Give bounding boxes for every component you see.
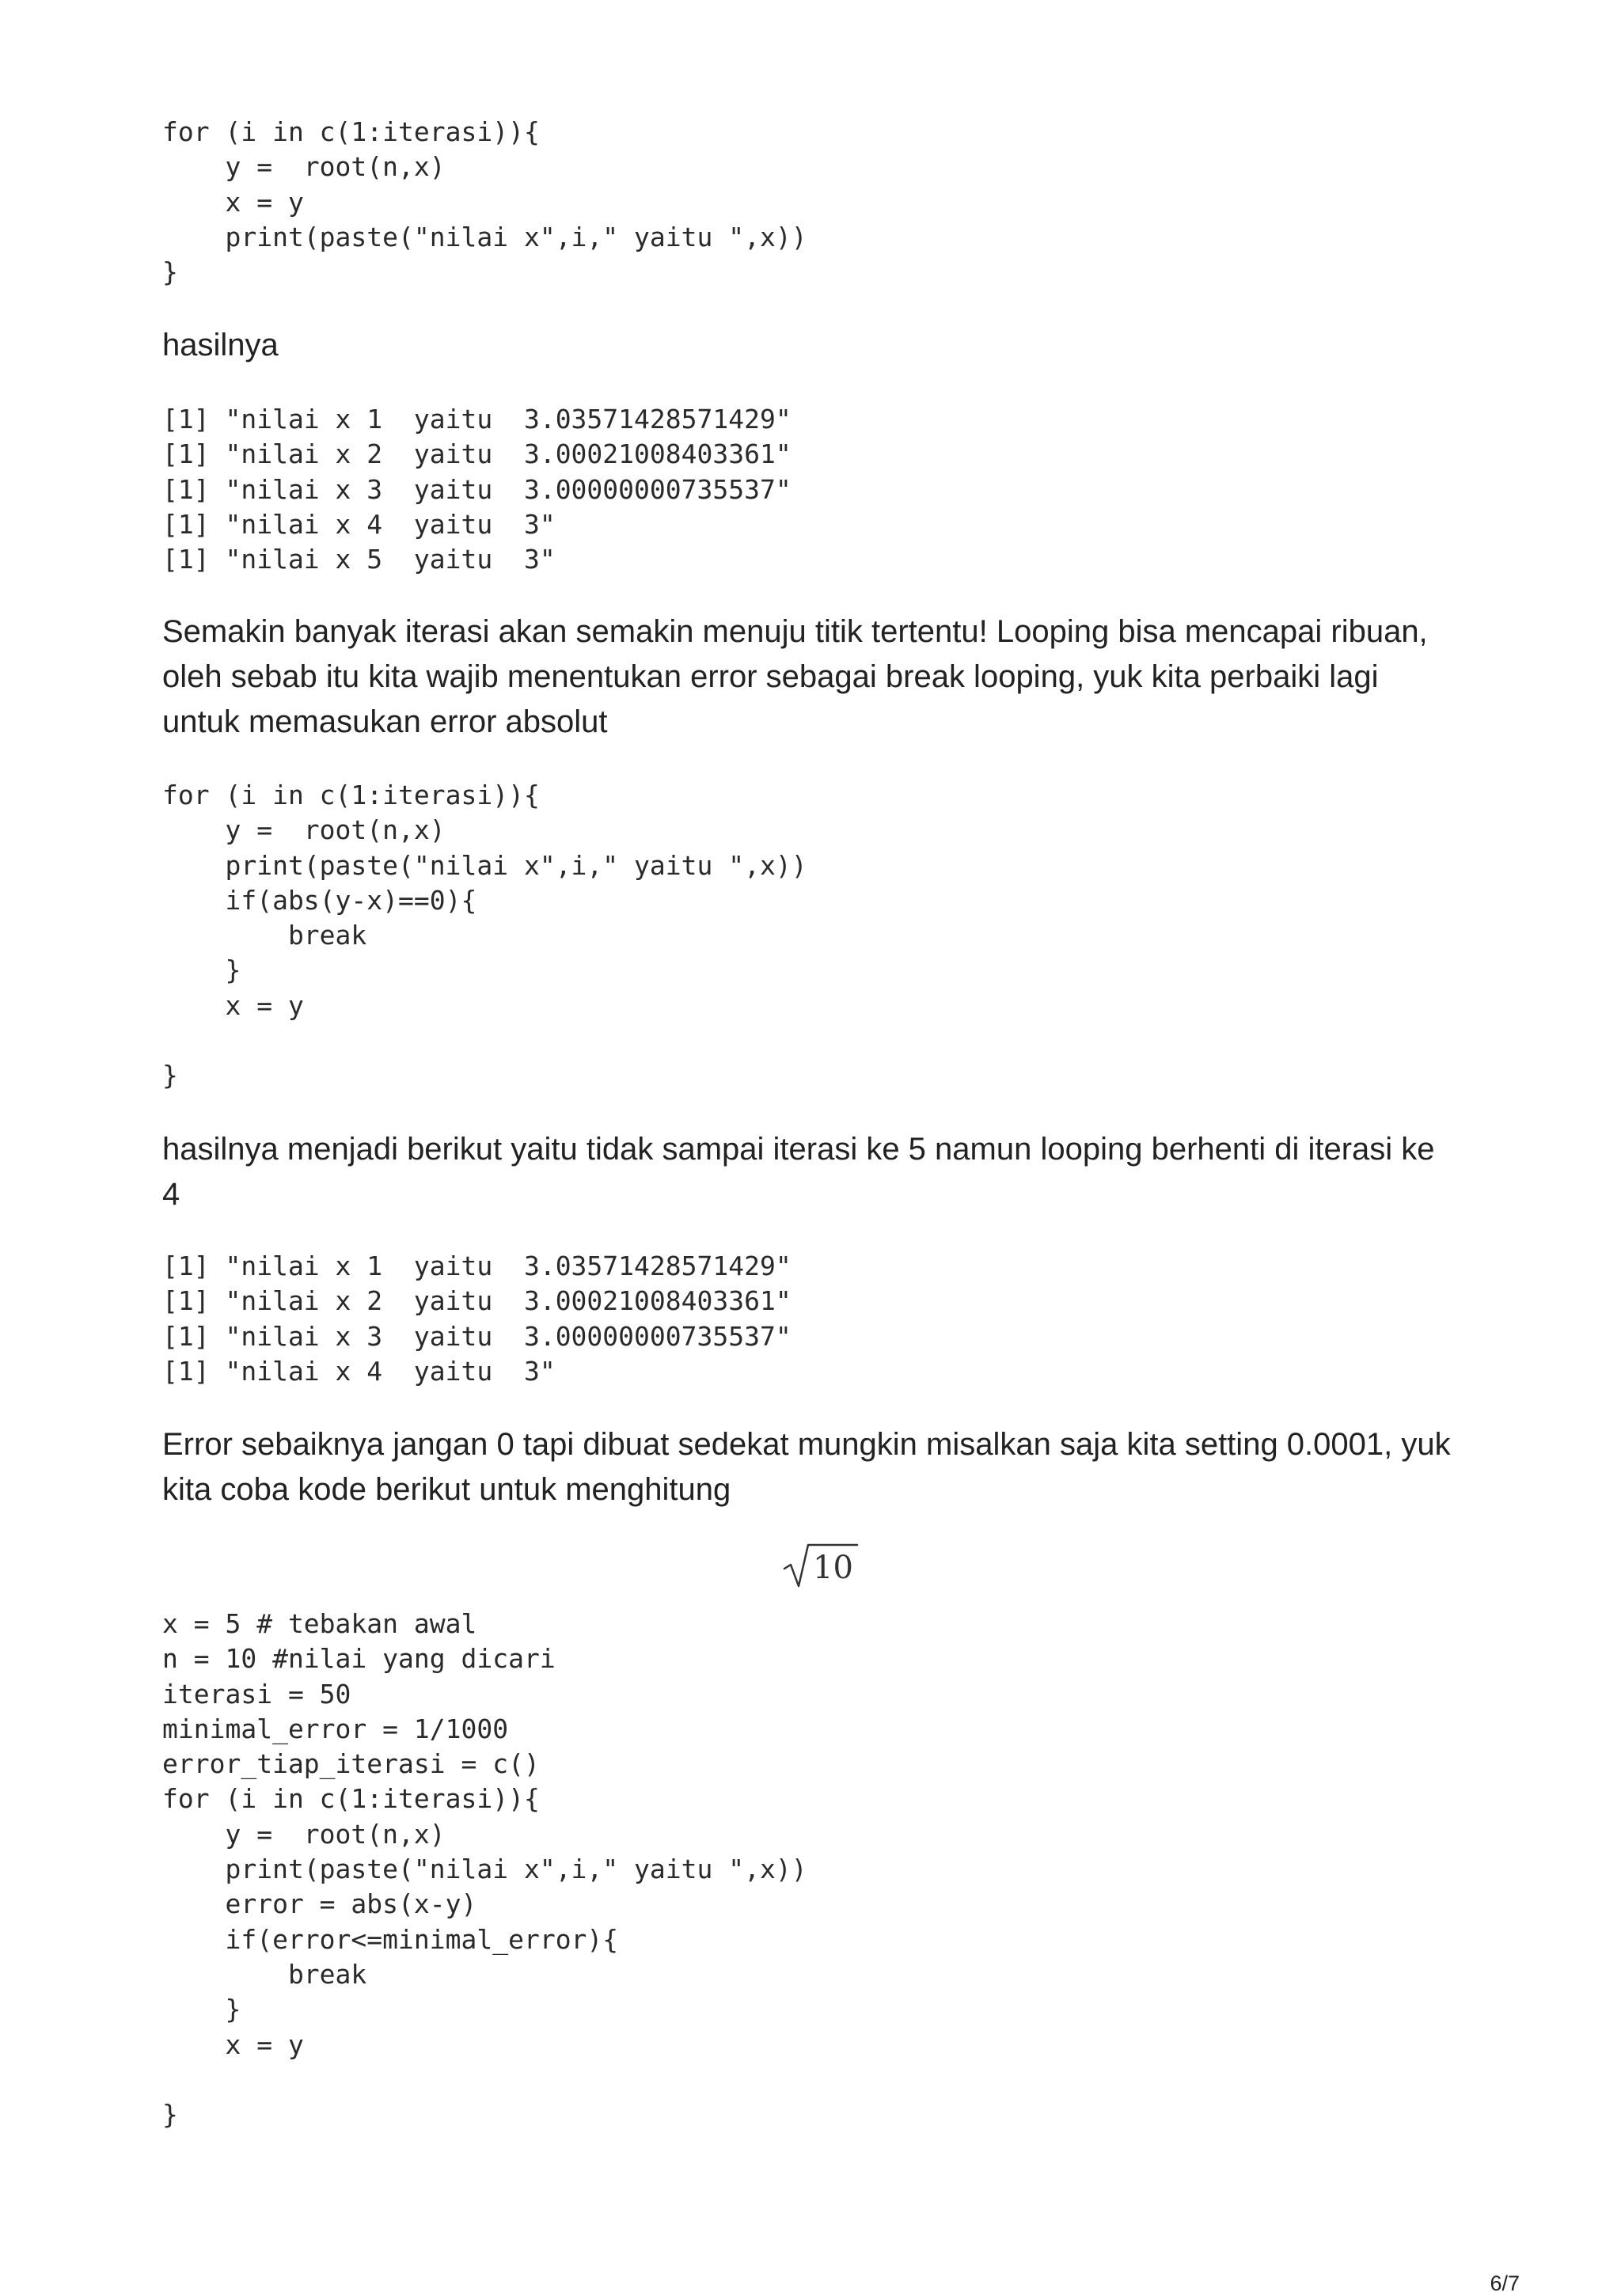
sqrt-formula (781, 1539, 860, 1591)
sqrt-radicand: 10 (813, 1550, 853, 1586)
sqrt-symbol-icon (781, 1539, 860, 1591)
code-block-break-loop: for (i in c(1:iterasi)){ y = root(n,x) print(paste("nilai x",i," yaitu ",x)) if(abs(y-x)==0){ break } x = y } (162, 780, 807, 1091)
output-block-loop: [1] "nilai x 1 yaitu 3.03571428571429" [1] "nilai x 2 yaitu 3.00021008403361" [1] "nilai x 3 yaitu 3.00000000735537" [1] "nilai x 4 yaitu 3" [1] "nilai x 5 yaitu 3" (162, 404, 792, 575)
paragraph-hasilnya: hasilnya (162, 328, 279, 362)
page-number: 6/7 (1490, 2271, 1520, 2295)
code-block-loop: for (i in c(1:iterasi)){ y = root(n,x) x = y print(paste("nilai x",i," yaitu ",x)) } (162, 116, 807, 288)
output-block-break-loop: [1] "nilai x 1 yaitu 3.03571428571429" [1] "nilai x 2 yaitu 3.00021008403361" [1] "nilai x 3 yaitu 3.00000000735537" [1] "nilai x 4 yaitu 3" (162, 1250, 792, 1387)
paragraph-error-tolerance: Error sebaiknya jangan 0 tapi dibuat sedekat mungkin misalkan saja kita setting 0.0001, yuk kita coba kode berikut untuk menghitung (162, 1427, 1451, 1507)
paragraph-result-explanation: hasilnya menjadi berikut yaitu tidak sampai iterasi ke 5 namun looping berhenti di iterasi ke 4 (162, 1132, 1435, 1212)
code-block-sqrt10: x = 5 # tebakan awal n = 10 #nilai yang dicari iterasi = 50 minimal_error = 1/1000 error_tiap_iterasi = c() for (i in c(1:iterasi)){ y = root(n,x) print(paste("nilai x",i," yaitu ",x)) error = abs(x-y) if(error<=minimal_error){ break } x = y } (162, 1608, 807, 2131)
paragraph-error-intro: Semakin banyak iterasi akan semakin menuju titik tertentu! Looping bisa mencapai ribuan, oleh sebab itu kita wajib menentukan error sebagai break looping, yuk kita perbaiki lagi untuk memasukan error absolut (162, 614, 1428, 739)
